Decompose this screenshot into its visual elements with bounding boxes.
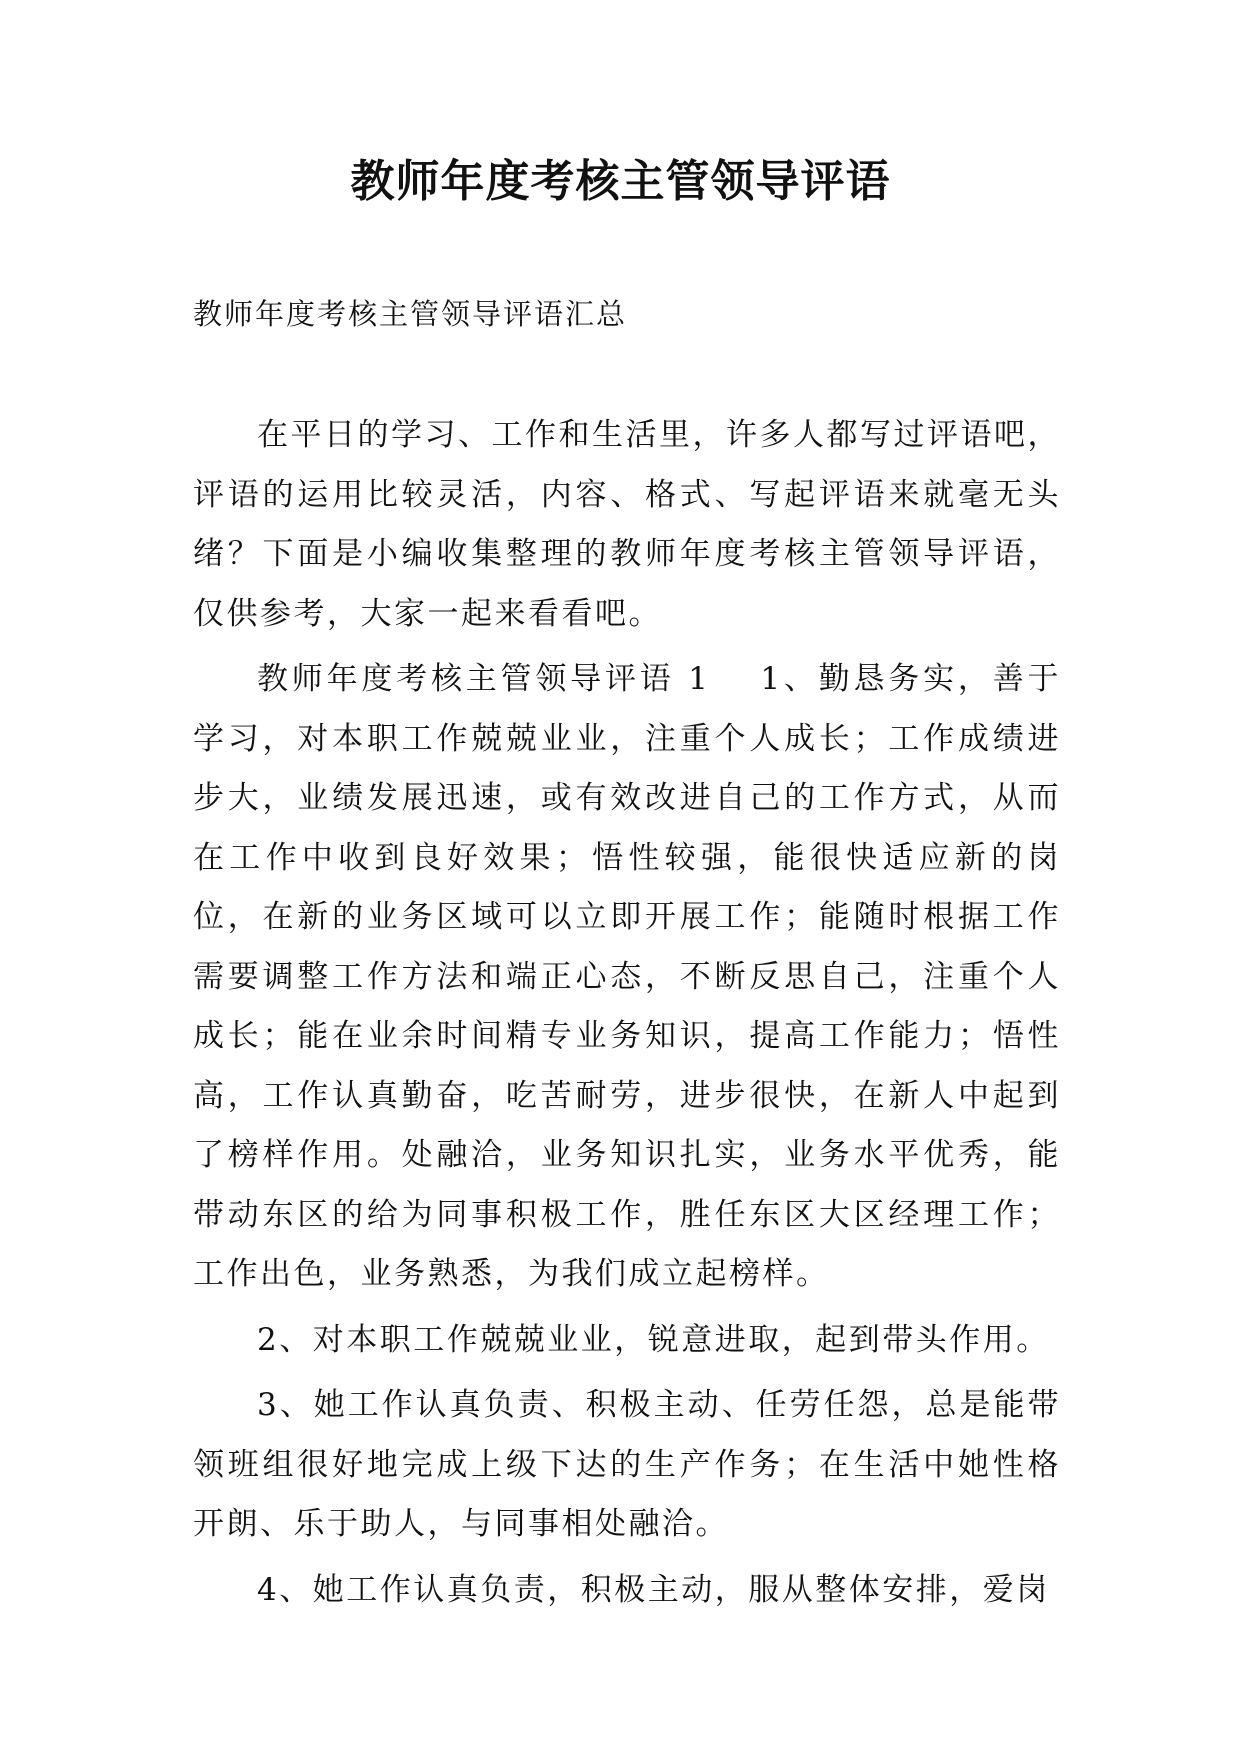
item-3-paragraph: 3、她工作认真负责、积极主动、任劳任怨，总是能带领班组很好地完成上级下达的生产作务；在生活中她性格开朗、乐于助人，与同事相处融洽。: [193, 1387, 1061, 1542]
intro-paragraph: 在平日的学习、工作和生活里，许多人都写过评语吧，评语的运用比较灵活，内容、格式、写起评语来就毫无头绪？下面是小编收集整理的教师年度考核主管领导评语，仅供参考，大家一起来看看吧。: [193, 417, 1061, 632]
section-heading: 教师年度考核主管领导评语 1: [257, 661, 711, 697]
document-title: 教师年度考核主管领导评语: [350, 156, 891, 207]
document-body: [193, 406, 1061, 1626]
section-paragraph: [193, 650, 1061, 1305]
item-4-paragraph: 4、她工作认真负责，积极主动，服从整体安排，爱岗: [257, 1571, 1050, 1608]
document-subtitle: 教师年度考核主管领导评语汇总: [193, 297, 628, 331]
item-1-text: 1、勤恳务实，善于学习，对本职工作兢兢业业，注重个人成长；工作成绩进步大，业绩发展迅速，或有效改进自己的工作方式，从而在工作中收到良好效果；悟性较强，能很快适应新的岗位，在新的业务区域可以立即开展工作；能随时根据工作需要调整工作方法和端正心态，不断反思自己，注重个人成长；能在业余时间精专业务知识，提高工作能力；悟性高，工作认真勤奋，吃苦耐劳，进步很快，在新人中起到了榜样作用。处融洽，业务知识扎实，业务水平优秀，能带动东区的给为同事积极工作，胜任东区大区经理工作；工作出色，业务熟悉，为我们成立起榜样。: [193, 661, 1061, 1292]
item-2-paragraph: 2、对本职工作兢兢业业，锐意进取，起到带头作用。: [257, 1321, 1050, 1358]
